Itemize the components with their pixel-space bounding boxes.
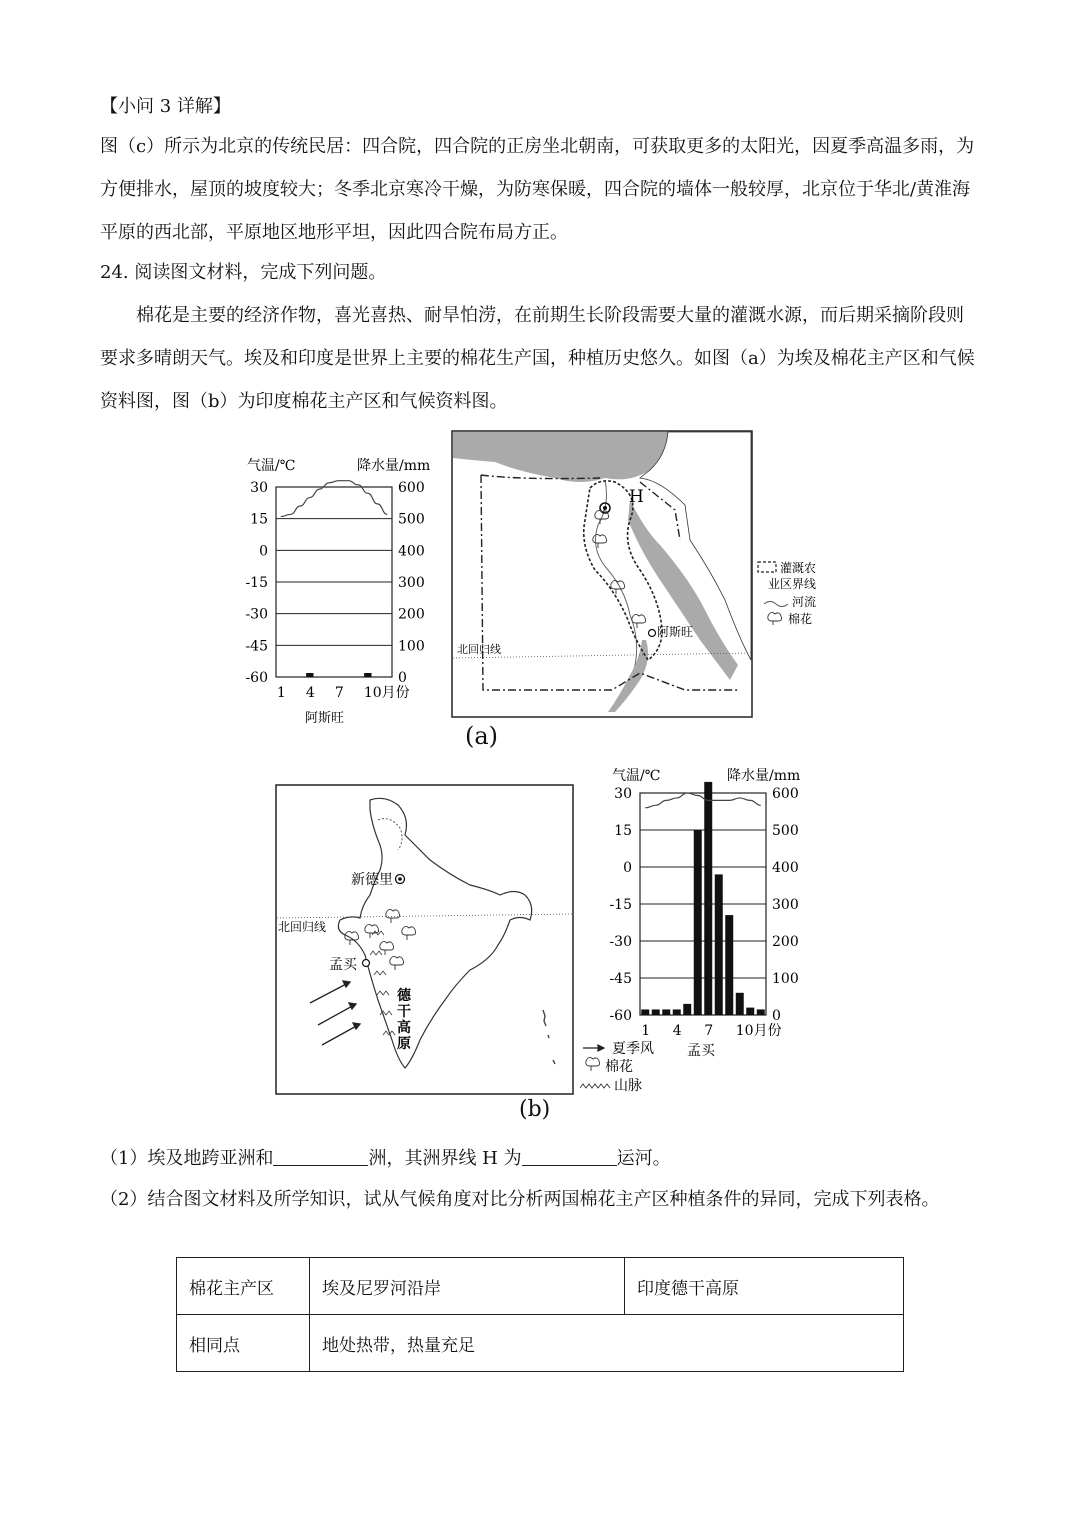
- temp-tick-label: -30: [609, 934, 632, 950]
- legend-a-irrigation-line1: 灌溉农: [780, 561, 817, 575]
- precip-tick-label: 600: [398, 480, 425, 496]
- map-a-aswan-marker: [649, 630, 656, 637]
- figure-b-caption: (b): [519, 1097, 551, 1122]
- legend-a-irrigation-line2: 业区界线: [768, 577, 817, 591]
- figure-b-india-map: [274, 782, 578, 1098]
- precip-tick-label: 600: [772, 786, 799, 802]
- temp-tick-label: 15: [250, 511, 268, 528]
- figure-a-climate-chart: [236, 450, 448, 740]
- month-tick-label: 10月份: [363, 685, 410, 701]
- temp-tick-label: 30: [614, 786, 632, 802]
- month-tick-label: 4: [672, 1023, 682, 1039]
- chart-b-temp-label: 气温/℃: [612, 768, 661, 784]
- precip-bar: [715, 874, 723, 1015]
- precip-bar: [683, 1004, 691, 1015]
- figure-a-egypt-map: [448, 428, 828, 720]
- map-b-deccan-label: [397, 987, 412, 1052]
- deccan-char-3: 高: [397, 1020, 411, 1036]
- deccan-char-1: 德: [397, 988, 411, 1004]
- chart-b-grid: [640, 793, 766, 1015]
- precip-bar: [641, 1009, 649, 1015]
- precip-tick-label: 0: [398, 670, 407, 686]
- chart-a-grid: [276, 487, 392, 677]
- precip-bar: [746, 1008, 754, 1015]
- month-tick-label: 4: [305, 685, 315, 701]
- chart-b-precip-label: 降水量/mm: [727, 768, 801, 784]
- chart-a-station: 阿斯旺: [305, 711, 345, 726]
- chart-a-ticks: [245, 480, 424, 701]
- precip-bar: [736, 993, 744, 1015]
- q1-part2: 洲，其洲界线 H 为: [368, 1148, 522, 1169]
- temp-tick-label: -45: [245, 638, 268, 655]
- chart-b-temperature-line: [645, 793, 761, 808]
- answer-blank-2[interactable]: [522, 1147, 617, 1166]
- map-b-label-mumbai: 孟买: [329, 957, 357, 973]
- map-a-label-aswan: 阿斯旺: [657, 625, 694, 639]
- chart-b-station: 孟买: [687, 1043, 715, 1059]
- precip-tick-label: 400: [398, 543, 425, 560]
- legend-a-cotton: 棉花: [788, 612, 813, 626]
- figure-b-climate-chart: [580, 762, 810, 1102]
- legend-a-river-symbol: [764, 602, 788, 607]
- chart-a-precip-label: 降水量/mm: [357, 458, 431, 474]
- legend-b-cotton: 棉花: [605, 1059, 633, 1075]
- precip-bar: [364, 673, 371, 677]
- deccan-char-4: 原: [397, 1036, 411, 1052]
- precip-bar: [694, 830, 702, 1015]
- precip-tick-label: 400: [772, 860, 799, 876]
- q24-title: 24. 阅读图文材料，完成下列问题。: [100, 262, 387, 283]
- map-b-mumbai-marker: [363, 960, 370, 967]
- q24-material: 棉花是主要的经济作物，喜光喜热、耐旱怕涝，在前期生长阶段需要大量的灌溉水源，而后期采摘阶段则要求多晴朗天气。埃及和印度是世界上主要的棉花生产国，种植历史悠久。如图（a）为埃及棉花主产区和气候资料图，图（b）为印度棉花主产区和气候资料图。: [100, 305, 975, 412]
- q1-part1: （1）埃及地跨亚洲和: [100, 1148, 274, 1169]
- precip-bar: [662, 1009, 670, 1015]
- table-cell: 印度德干高原: [625, 1258, 904, 1315]
- temp-tick-label: 15: [614, 823, 632, 839]
- temp-tick-label: -30: [245, 606, 268, 623]
- temp-tick-label: 0: [623, 860, 632, 876]
- table-row: [177, 1315, 904, 1372]
- precip-tick-label: 200: [398, 606, 425, 623]
- precip-bar: [757, 1009, 765, 1015]
- precip-tick-label: 300: [398, 575, 425, 591]
- chart-a-temp-label: 气温/℃: [247, 458, 296, 474]
- temp-tick-label: -60: [245, 670, 268, 686]
- temp-tick-label: -15: [245, 575, 268, 591]
- sub3-body: 图（c）所示为北京的传统民居：四合院，四合院的正房坐北朝南，可获取更多的太阳光，因夏季高温多雨，为方便排水，屋顶的坡度较大；冬季北京寒冷干燥，为防寒保暖，四合院的墙体一般较厚，北京位于华北/黄淮海平原的西北部，平原地区地形平坦，因此四合院布局方正。: [100, 136, 975, 243]
- month-tick-label: 10月份: [735, 1023, 782, 1039]
- question-2: （2）结合图文材料及所学知识，试从气候角度对比分析两国棉花主产区种植条件的异同，完成下列表格。: [100, 1189, 940, 1210]
- precip-tick-label: 200: [772, 934, 799, 950]
- month-tick-label: 7: [704, 1023, 714, 1039]
- map-a-cairo-dot: [603, 506, 607, 510]
- month-tick-label: 7: [334, 685, 344, 701]
- precip-tick-label: 100: [398, 638, 425, 655]
- table-row: [177, 1258, 904, 1315]
- precip-bar: [704, 782, 712, 1015]
- month-tick-label: 1: [276, 685, 286, 701]
- temp-tick-label: 30: [250, 480, 268, 496]
- table-cell[interactable]: 地处热带，热量充足: [310, 1315, 904, 1372]
- legend-a-river: 河流: [792, 595, 817, 609]
- answer-blank-1[interactable]: [273, 1147, 368, 1166]
- precip-tick-label: 300: [772, 897, 799, 913]
- precip-tick-label: 500: [772, 823, 799, 839]
- map-b-label-delhi: 新德里: [351, 872, 393, 888]
- precip-tick-label: 500: [398, 511, 425, 528]
- temp-tick-label: -45: [609, 971, 632, 987]
- deccan-char-2: 干: [397, 1004, 411, 1020]
- monsoon-arrow-icon: [583, 1045, 604, 1051]
- figure-a-caption: (a): [465, 722, 499, 750]
- cotton-icon: [586, 1057, 600, 1071]
- question-1: [100, 1137, 980, 1180]
- month-tick-label: 1: [641, 1023, 651, 1039]
- precip-bar: [652, 1009, 660, 1015]
- legend-a-irrigation-symbol: [758, 562, 776, 572]
- map-a-label-h: H: [629, 487, 644, 507]
- chart-b-precip-bars: [641, 782, 764, 1015]
- temp-tick-label: -15: [609, 897, 632, 913]
- legend-b-mountain: 山脉: [614, 1078, 642, 1094]
- precip-bar: [306, 673, 313, 677]
- chart-a-temperature-line: [281, 481, 387, 517]
- q1-part3: 运河。: [616, 1148, 671, 1169]
- map-b-tropic-label: 北回归线: [278, 920, 327, 934]
- mountain-icon: [580, 1084, 610, 1088]
- legend-b-monsoon: 夏季风: [612, 1041, 654, 1057]
- precip-tick-label: 0: [772, 1008, 781, 1024]
- cotton-icon: [768, 612, 782, 625]
- chart-b-ticks: [609, 786, 798, 1039]
- answer-table: [176, 1257, 904, 1372]
- temp-tick-label: 0: [259, 543, 268, 560]
- map-a-tropic-label: 北回归线: [457, 643, 501, 656]
- precip-bar: [725, 915, 733, 1015]
- precip-bar: [673, 1009, 681, 1015]
- table-cell: 棉花主产区: [177, 1258, 310, 1315]
- map-b-delhi-dot: [398, 877, 402, 881]
- sub3-heading: 【小问 3 详解】: [100, 96, 231, 117]
- precip-tick-label: 100: [772, 971, 799, 987]
- table-cell: 相同点: [177, 1315, 310, 1372]
- table-cell: 埃及尼罗河沿岸: [310, 1258, 625, 1315]
- temp-tick-label: -60: [609, 1008, 632, 1024]
